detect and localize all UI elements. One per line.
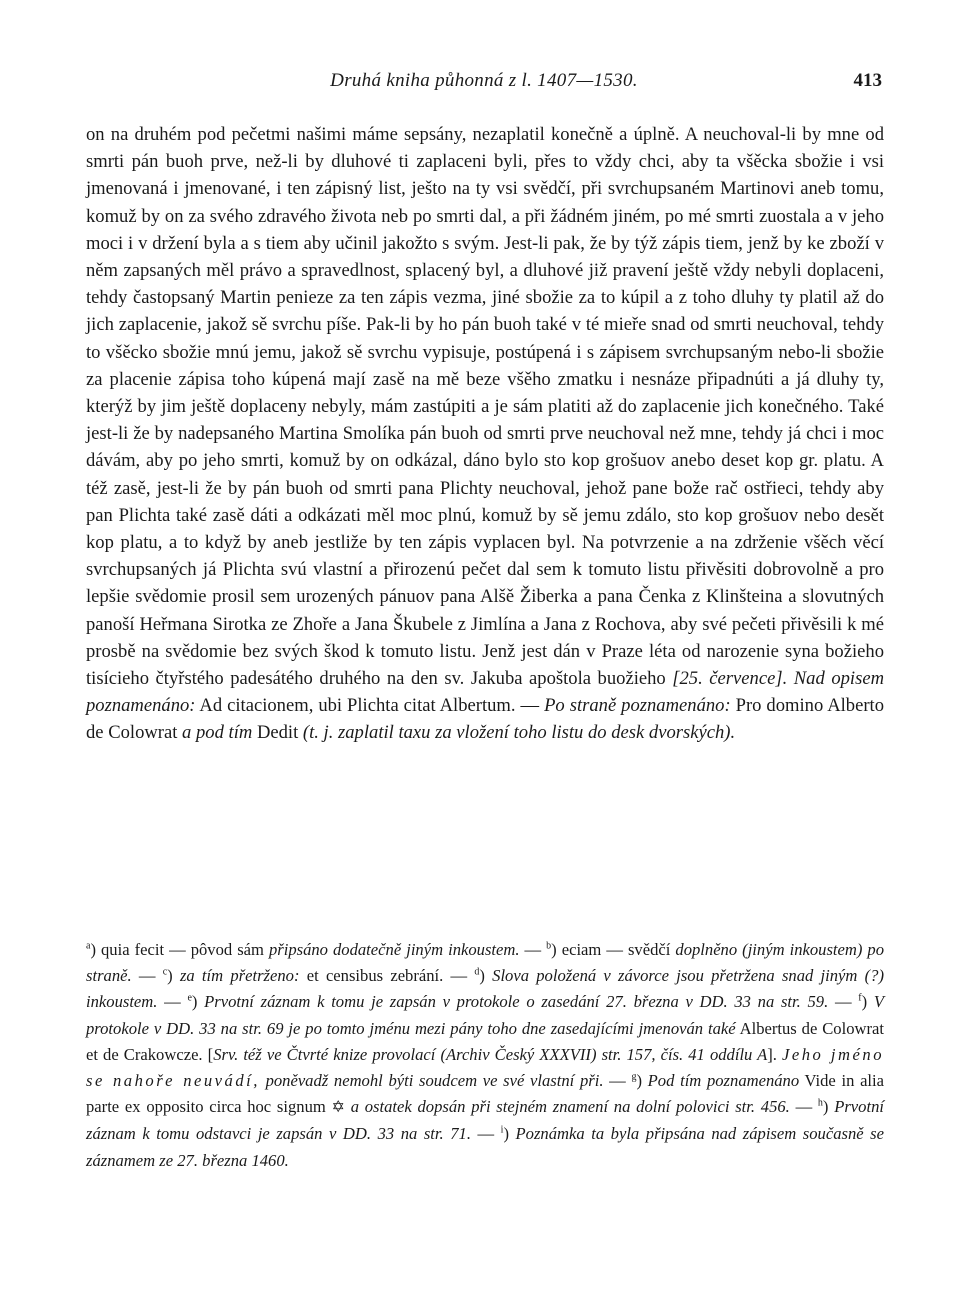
footnote-mark: h bbox=[817, 1097, 823, 1109]
editor-note: (t. j. zaplatil taxu za vložení toho listu do desk dvorských). bbox=[302, 722, 736, 744]
footnote-mark: b bbox=[546, 940, 552, 952]
text-run: Pro domino Alberto de Colowrat bbox=[86, 695, 884, 744]
page-number: 413 bbox=[853, 70, 882, 91]
footnotes bbox=[86, 937, 884, 1174]
text-run: on na druhém pod pečetmi našimi máme sepsány, nezaplatil konečně a úplně. A neuchoval-li by mne od smrti pán buoh prve, než-li by dluhové ti zaplaceni byli, přes to vždy chci, aby ta všěcka sbožie i vsi jmenovaná i jmenované, i ten zápisný list, ješto na ty vsi svědčí, při svrchupsaném Martinovi aneb tomu, komuž by on za svého zdravého života neb po smrti dal, a při žádném jiném, po mé smrti zuostala a v jeho moci i v držení byla a s tiem aby učinil jakožto s svým. Jest-li pak, že by týž zápis tiem, jenž by ke zboží v něm zapsaných měl právo a spravedlnost, splacený byl, a dluhové již pravení ještě vždy nebyli doplaceni, tehdy častopsaný Martin penieze za ten zápis vezma, jiné sbožie za to kúpil a z toho dluhy ty platil až do jich zaplacenie, jakož sě svrchu píše. Pak-li by ho pán buoh také v té mieře snad od smrti neuchoval, tehdy to všěcko sbožie mnú jemu, jakož sě svrchu vypisuje, postúpená i s zápisem svrchupsaným nebo-li sbožie za placenie zápisa toho kúpená mají zasě na mě beze všěho zmatku i nesnáze připadnúti a já dluhy ty, kterýž by jim ještě doplaceny nebyly, mám zastúpiti a je sám platiti až do zaplacenie jich konečného. Také jest-li že by nadepsaného Martina Smolíka pán buoh od smrti prve neuchoval než mne, tehdy já chci i moc dávám, aby po jeho smrti, komuž by on odkázal, dáno bylo sto kop grošuov anebo deset kop gr. platu. A též zasě, jest-li že by pán buoh od smrti pana Plichty neuchoval, jehož pane bože rač ostřieci, tehdy aby pan Plichta také zasě dáti a odkázati měl moc plnú, komuž by sě jemu zdálo, sto kop grošuov nebo desět kop platu, a to když by aneb jestliže by ten zápis vyplacen byl. Na potvrzenie a na zdrženie všěch věcí svrchupsaných já Plichta svú vlastní a přirozenú pečet dal sem k tomuto listu přivěsiti dobrovolně a pro lepšie svědomie prosil sem urozených pánuov pana Alšě Žiberka a pana Čenka z Klinšteina a slovutných panoší Heřmana Sirotka ze Zhoře a Jana Škubele z Jimlína a Jana z Rochova, aby své pečeti přivěsili k mé prosbě na svědomie bez svých škod k tomuto listu. Jenž jest dán v Praze léta od narozenie syna božieho tisícieho čtyřstého padesátého druhého na den sv. Jakuba apoštola buožieho bbox=[86, 124, 884, 690]
footnote-mark: c bbox=[162, 966, 168, 978]
footnote-mark: i bbox=[500, 1124, 504, 1136]
date-note: [25. července]. bbox=[672, 668, 788, 690]
editor-note: Nad opisem poznamenáno: bbox=[86, 668, 884, 717]
main-text bbox=[86, 121, 884, 747]
footnote-paragraph: $^a$) quia fecit — pôvod sám připsáno dodatečně jiným inkoustem. — $^b$) eciam — svědčí doplněno (jiným inkoustem) po straně. — $^c$) za tím přetrženo: et censibus zebrání. — $^d$) Slova položená v závorce jsou přetržena snad jiným (?) inkoustem. — $^e$) Prvotní záznam k tomu je zapsán v protokole o zasedání 27. března v DD. 33 na str. 59. — $^f$) V protokole v DD. 33 na str. 69 je po tomto jménu mezi pány toho dne zasedajícími jmenován také Albertus de Colowrat et de Crakowcze. [Srv. též ve Čtvrté knize provolací (Archiv Český XXXVII) str. 157, čís. 41 oddílu A]. Jeho jméno se nahoře neuvádí, poněvadž nemohl býti soudcem ve své vlastní při. — $^g$) Pod tím poznamenáno Vide in alia parte ex opposito circa hoc signum ✡ a ostatek dopsán při stejném znamení na dolní polovici str. 456. — $^h$) Prvotní záznam k tomu odstavci je zapsán v DD. 33 na str. 71. — $^i$) Poznámka ta byla připsána nad zápisem současně se záznamem ze 27. března 1460. bbox=[86, 940, 885, 1170]
footnote-mark: g bbox=[631, 1071, 637, 1083]
text-run: Dedit bbox=[252, 722, 303, 744]
footnote-mark: f bbox=[858, 992, 862, 1004]
main-paragraph bbox=[86, 121, 884, 747]
star-of-david-icon: ✡ bbox=[331, 1099, 345, 1117]
editor-note: Po straně poznamenáno: bbox=[544, 695, 731, 717]
spaced-emphasis: Jeho jméno se nahoře neuvádí, bbox=[86, 1044, 884, 1091]
footnote-mark: d bbox=[474, 966, 480, 978]
editor-note: a pod tím bbox=[182, 722, 253, 744]
page-header bbox=[86, 70, 882, 104]
footnote-mark: e bbox=[187, 992, 192, 1004]
text-run: Ad citacionem, ubi Plichta citat Albertum. — bbox=[195, 695, 545, 717]
running-title: Druhá kniha půhonná z l. 1407—1530. bbox=[330, 70, 638, 91]
footnote-mark: a bbox=[86, 940, 91, 952]
